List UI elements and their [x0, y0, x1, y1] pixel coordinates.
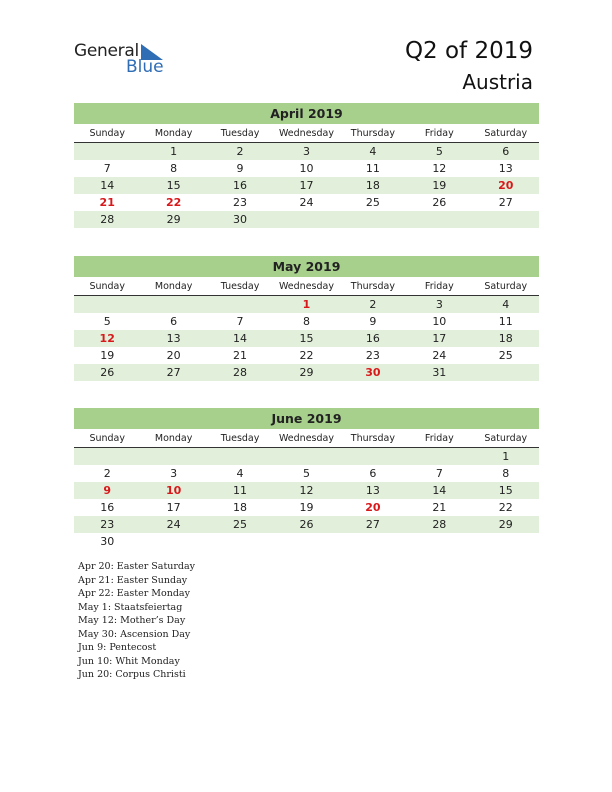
holiday-list-item: Jun 10: Whit Monday: [78, 655, 180, 667]
week-row: [74, 533, 539, 550]
day-cell: [340, 448, 406, 465]
day-cell: 12: [299, 484, 314, 497]
day-cell: 28: [100, 213, 115, 226]
day-cell: 23: [233, 196, 248, 209]
day-cell: 17: [166, 501, 181, 514]
day-cell: [340, 533, 406, 550]
day-cell: 21: [432, 501, 447, 514]
day-cell: [473, 533, 539, 550]
day-cell: [74, 143, 140, 160]
holiday-list-item: Jun 20: Corpus Christi: [78, 669, 186, 680]
day-cell: [74, 296, 140, 313]
holiday-day-cell: 10: [165, 484, 182, 497]
day-cell: 27: [498, 196, 513, 209]
day-cell: 18: [498, 332, 513, 345]
day-cell: 6: [502, 145, 510, 158]
day-cell: 14: [233, 332, 248, 345]
day-cell: 16: [233, 179, 248, 192]
logo-text-general: General: [74, 41, 139, 61]
month-calendar-april: [74, 103, 539, 228]
weekday-label: Monday: [154, 433, 193, 444]
country-name: Austria: [462, 70, 533, 94]
weekday-header-row: [74, 429, 539, 448]
weekday-label: Sunday: [89, 128, 125, 139]
holiday-list-item: Apr 20: Easter Saturday: [78, 561, 196, 572]
day-cell: [406, 448, 472, 465]
weekday-label: Thursday: [350, 433, 395, 444]
day-cell: 10: [432, 315, 447, 328]
day-cell: [140, 448, 206, 465]
day-cell: 2: [369, 298, 377, 311]
day-cell: [140, 533, 206, 550]
day-cell: 19: [432, 179, 447, 192]
day-cell: 2: [236, 145, 244, 158]
weekday-label: Thursday: [350, 281, 395, 292]
weekday-label: Wednesday: [278, 433, 334, 444]
day-cell: 7: [236, 315, 244, 328]
day-cell: 26: [100, 366, 115, 379]
weekday-label: Saturday: [484, 128, 528, 139]
day-cell: 7: [103, 162, 111, 175]
day-cell: [273, 211, 339, 228]
day-cell: 17: [432, 332, 447, 345]
holiday-list-item: Apr 22: Easter Monday: [78, 588, 190, 599]
page-title: Q2 of 2019: [404, 38, 533, 64]
day-cell: 11: [233, 484, 248, 497]
holiday-list: [78, 560, 195, 682]
day-cell: 24: [299, 196, 314, 209]
day-cell: 13: [166, 332, 181, 345]
day-cell: 6: [170, 315, 178, 328]
weekday-label: Friday: [424, 128, 454, 139]
day-cell: 22: [498, 501, 513, 514]
day-cell: 16: [100, 501, 115, 514]
day-cell: 16: [365, 332, 380, 345]
day-cell: 14: [432, 484, 447, 497]
day-cell: 15: [299, 332, 314, 345]
day-cell: 24: [432, 349, 447, 362]
day-cell: 8: [502, 467, 510, 480]
day-cell: 9: [369, 315, 377, 328]
day-cell: 29: [498, 518, 513, 531]
day-cell: 27: [166, 366, 181, 379]
day-cell: 5: [302, 467, 310, 480]
holiday-day-cell: 30: [365, 366, 381, 379]
day-cell: 1: [170, 145, 178, 158]
day-cell: 14: [100, 179, 115, 192]
day-cell: 2: [103, 467, 111, 480]
weekday-label: Tuesday: [220, 433, 260, 444]
month-calendar-may: [74, 256, 539, 381]
week-row: [74, 330, 539, 347]
day-cell: 23: [365, 349, 380, 362]
day-cell: 26: [299, 518, 314, 531]
day-cell: 15: [166, 179, 181, 192]
day-cell: 3: [302, 145, 310, 158]
day-cell: [406, 211, 472, 228]
logo: [74, 41, 184, 81]
day-cell: [340, 211, 406, 228]
day-cell: 7: [435, 467, 443, 480]
month-title: May 2019: [74, 256, 539, 277]
day-cell: 29: [166, 213, 181, 226]
day-cell: 18: [365, 179, 380, 192]
day-cell: 20: [166, 349, 181, 362]
day-cell: 13: [498, 162, 513, 175]
weekday-label: Friday: [424, 433, 454, 444]
holiday-day-cell: 9: [103, 484, 112, 497]
day-cell: 17: [299, 179, 314, 192]
weekday-label: Sunday: [89, 281, 125, 292]
day-cell: 3: [435, 298, 443, 311]
month-title: June 2019: [74, 408, 539, 429]
month-title: April 2019: [74, 103, 539, 124]
holiday-list-item: May 1: Staatsfeiertag: [78, 601, 183, 613]
weekday-label: Tuesday: [220, 128, 260, 139]
day-cell: 28: [233, 366, 248, 379]
day-cell: [207, 533, 273, 550]
holiday-day-cell: 20: [365, 501, 381, 514]
week-row: [74, 364, 539, 381]
day-cell: 21: [233, 349, 248, 362]
day-cell: 19: [299, 501, 314, 514]
day-cell: [406, 533, 472, 550]
weekday-label: Monday: [154, 128, 193, 139]
day-cell: 27: [365, 518, 380, 531]
holiday-day-cell: 21: [99, 196, 115, 209]
week-row: [74, 160, 539, 177]
day-cell: [473, 364, 539, 381]
day-cell: 4: [236, 467, 244, 480]
logo-text-blue: Blue: [126, 57, 164, 77]
day-cell: 8: [170, 162, 178, 175]
day-cell: 11: [498, 315, 513, 328]
week-row: [74, 194, 539, 211]
day-cell: [140, 296, 206, 313]
week-row: [74, 143, 539, 160]
day-cell: 19: [100, 349, 115, 362]
weekday-label: Wednesday: [278, 128, 334, 139]
day-cell: 24: [166, 518, 181, 531]
week-row: [74, 465, 539, 482]
week-row: [74, 516, 539, 533]
weekday-label: Friday: [424, 281, 454, 292]
holiday-day-cell: 22: [165, 196, 182, 209]
day-cell: 13: [365, 484, 380, 497]
day-cell: 9: [236, 162, 244, 175]
weekday-header-row: [74, 124, 539, 143]
holiday-day-cell: 12: [99, 332, 115, 345]
day-cell: [473, 211, 539, 228]
weekday-label: Wednesday: [278, 281, 334, 292]
day-cell: 5: [435, 145, 443, 158]
day-cell: 1: [502, 450, 510, 463]
holiday-list-item: Apr 21: Easter Sunday: [78, 574, 188, 586]
day-cell: [273, 448, 339, 465]
day-cell: 30: [100, 535, 115, 548]
day-cell: [207, 296, 273, 313]
month-calendar-june: [74, 408, 539, 550]
day-cell: 31: [432, 366, 447, 379]
week-row: [74, 296, 539, 313]
day-cell: [273, 533, 339, 550]
weekday-label: Sunday: [89, 433, 125, 444]
week-row: [74, 448, 539, 465]
holiday-day-cell: 20: [498, 179, 514, 192]
weekday-label: Saturday: [484, 281, 528, 292]
week-row: [74, 347, 539, 364]
weekday-label: Thursday: [350, 128, 395, 139]
weekday-header-row: [74, 277, 539, 296]
week-row: [74, 499, 539, 516]
day-cell: 8: [302, 315, 310, 328]
day-cell: 3: [170, 467, 178, 480]
day-cell: 23: [100, 518, 115, 531]
day-cell: 25: [498, 349, 513, 362]
weekday-label: Tuesday: [220, 281, 260, 292]
day-cell: 6: [369, 467, 377, 480]
day-cell: [207, 448, 273, 465]
day-cell: 22: [299, 349, 314, 362]
week-row: [74, 177, 539, 194]
day-cell: 29: [299, 366, 314, 379]
day-cell: 18: [233, 501, 248, 514]
day-cell: 4: [502, 298, 510, 311]
day-cell: 11: [365, 162, 380, 175]
day-cell: 5: [103, 315, 111, 328]
holiday-list-item: May 30: Ascension Day: [78, 628, 191, 640]
week-row: [74, 313, 539, 330]
week-row: [74, 211, 539, 228]
day-cell: 4: [369, 145, 377, 158]
weekday-label: Monday: [154, 281, 193, 292]
holiday-list-item: Jun 9: Pentecost: [78, 642, 157, 653]
day-cell: 25: [233, 518, 248, 531]
day-cell: 28: [432, 518, 447, 531]
day-cell: [74, 448, 140, 465]
day-cell: 26: [432, 196, 447, 209]
day-cell: 25: [365, 196, 380, 209]
day-cell: 30: [233, 213, 248, 226]
day-cell: 10: [299, 162, 314, 175]
day-cell: 15: [498, 484, 513, 497]
holiday-day-cell: 1: [302, 298, 311, 311]
weekday-label: Saturday: [484, 433, 528, 444]
day-cell: 12: [432, 162, 447, 175]
week-row: [74, 482, 539, 499]
holiday-list-item: May 12: Mother’s Day: [78, 615, 186, 626]
